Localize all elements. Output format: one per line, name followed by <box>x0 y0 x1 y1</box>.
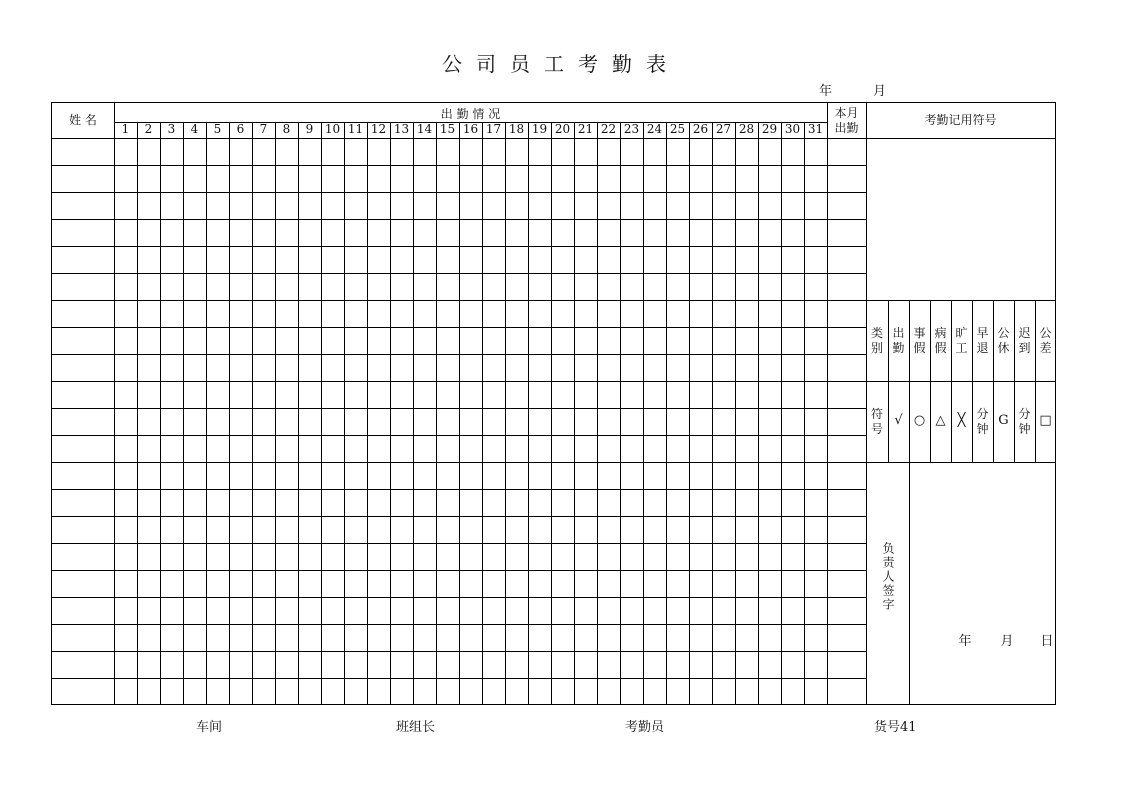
day-number: 16 <box>462 122 479 136</box>
day-number: 6 <box>236 122 245 136</box>
row-line <box>52 246 866 247</box>
header-divider <box>114 122 827 123</box>
row-line <box>52 462 866 463</box>
day-number: 27 <box>715 122 732 136</box>
day-number: 30 <box>784 122 801 136</box>
monthly-total-header: 本月出勤 <box>834 105 859 135</box>
row-line <box>52 570 866 571</box>
table-row[interactable] <box>52 273 114 300</box>
day-number: 21 <box>577 122 594 136</box>
day-number: 17 <box>485 122 502 136</box>
signature-year-label: 年 <box>958 633 972 649</box>
table-row[interactable] <box>52 408 114 435</box>
row-line <box>52 624 866 625</box>
row-line <box>52 543 866 544</box>
day-column-line <box>781 122 782 704</box>
day-column-line <box>528 122 529 704</box>
table-row[interactable] <box>52 246 114 273</box>
attendance-header: 出 勤 情 况 <box>440 107 501 121</box>
day-column-line <box>321 122 322 704</box>
day-column-line <box>160 122 161 704</box>
day-column-line <box>298 122 299 704</box>
legend-symbol-item: G <box>998 413 1009 429</box>
day-column-line <box>413 122 414 704</box>
header-bottom-line <box>52 138 1055 139</box>
row-line <box>52 678 866 679</box>
table-row[interactable] <box>52 624 114 651</box>
day-number: 11 <box>347 122 364 136</box>
table-row[interactable] <box>52 354 114 381</box>
legend-symbol-label: 符号 <box>870 406 883 436</box>
row-line <box>52 597 866 598</box>
day-number: 26 <box>692 122 709 136</box>
day-column-line <box>367 122 368 704</box>
table-row[interactable] <box>52 165 114 192</box>
footer-attendance-clerk: 考勤员 <box>625 720 665 735</box>
day-number: 12 <box>370 122 387 136</box>
row-line <box>52 435 866 436</box>
day-column-line <box>643 122 644 704</box>
day-column-line <box>436 122 437 704</box>
day-number: 25 <box>669 122 686 136</box>
day-column-line <box>505 122 506 704</box>
day-number: 9 <box>305 122 314 136</box>
table-row[interactable] <box>52 462 114 489</box>
day-number: 2 <box>144 122 153 136</box>
row-line <box>52 219 866 220</box>
header-year-label: 年 <box>819 84 833 99</box>
day-column-line <box>758 122 759 704</box>
name-column-header: 姓 名 <box>69 113 97 127</box>
footer-item-code: 货号41 <box>874 720 917 735</box>
legend-symbol-item: ╳ <box>957 413 966 429</box>
day-column-line <box>804 122 805 704</box>
table-row[interactable] <box>52 435 114 462</box>
day-column-line <box>344 122 345 704</box>
signature-label: 负责人签字 <box>881 542 895 612</box>
header-month-label: 月 <box>873 84 887 99</box>
day-column-line <box>459 122 460 704</box>
day-column-line <box>252 122 253 704</box>
table-row[interactable] <box>52 570 114 597</box>
day-number: 13 <box>393 122 410 136</box>
day-number: 4 <box>190 122 199 136</box>
table-row[interactable] <box>52 219 114 246</box>
day-number: 28 <box>738 122 755 136</box>
day-number: 10 <box>324 122 341 136</box>
legend-category-item: 出勤 <box>892 325 905 355</box>
page-title: 公司员工考勤表 <box>442 52 680 76</box>
day-column-line <box>551 122 552 704</box>
day-column-line <box>574 122 575 704</box>
row-line <box>52 327 866 328</box>
row-line <box>52 408 866 409</box>
row-line <box>52 192 866 193</box>
legend-category-item: 公休 <box>997 325 1010 355</box>
table-row[interactable] <box>52 138 114 165</box>
day-column-line <box>183 122 184 704</box>
day-column-line <box>735 122 736 704</box>
table-row[interactable] <box>52 489 114 516</box>
day-column-line <box>689 122 690 704</box>
attendance-table <box>51 102 1056 705</box>
day-column-line <box>206 122 207 704</box>
row-line <box>52 165 866 166</box>
table-row[interactable] <box>52 192 114 219</box>
day-number: 31 <box>807 122 824 136</box>
day-number: 22 <box>600 122 617 136</box>
day-number: 8 <box>282 122 291 136</box>
legend-category-item: 旷工 <box>955 325 968 355</box>
day-number: 14 <box>416 122 433 136</box>
day-number: 1 <box>121 122 130 136</box>
table-row[interactable] <box>52 381 114 408</box>
legend-symbol-item: □ <box>1039 413 1052 429</box>
day-number: 18 <box>508 122 525 136</box>
day-number: 24 <box>646 122 663 136</box>
day-column-line <box>827 103 828 704</box>
day-number: 23 <box>623 122 640 136</box>
row-line <box>52 489 866 490</box>
day-column-line <box>482 122 483 704</box>
row-line <box>52 273 866 274</box>
legend-symbol-item: △ <box>935 413 946 429</box>
day-number: 3 <box>167 122 176 136</box>
day-column-line <box>229 122 230 704</box>
row-line <box>52 381 866 382</box>
table-row[interactable] <box>52 516 114 543</box>
legend-symbol-item: ○ <box>913 413 926 429</box>
day-column-line <box>390 122 391 704</box>
legend-category-item: 公差 <box>1039 325 1052 355</box>
legend-header: 考勤记用符号 <box>924 113 997 127</box>
legend-category-item: 事假 <box>913 325 926 355</box>
row-line <box>52 300 866 301</box>
signature-month-label: 月 <box>1000 633 1014 649</box>
day-number: 29 <box>761 122 778 136</box>
legend-category-item: 迟到 <box>1018 325 1031 355</box>
day-number: 5 <box>213 122 222 136</box>
table-row[interactable] <box>52 597 114 624</box>
day-number: 20 <box>554 122 571 136</box>
legend-category-label: 类别 <box>870 325 883 355</box>
legend-category-item: 早退 <box>976 325 989 355</box>
table-row[interactable] <box>52 327 114 354</box>
signature-divider <box>909 462 910 704</box>
day-number: 7 <box>259 122 268 136</box>
legend-symbol-item: 分钟 <box>1018 406 1031 436</box>
footer-team-leader: 班组长 <box>396 720 436 735</box>
table-row[interactable] <box>52 678 114 705</box>
legend-category-item: 病假 <box>934 325 947 355</box>
day-column-line <box>666 122 667 704</box>
day-number: 15 <box>439 122 456 136</box>
table-row[interactable] <box>52 300 114 327</box>
day-column-line <box>597 122 598 704</box>
row-line <box>52 651 866 652</box>
table-row[interactable] <box>52 543 114 570</box>
footer-workshop: 车间 <box>196 720 223 735</box>
legend-symbol-item: 分钟 <box>976 406 989 436</box>
signature-day-label: 日 <box>1040 633 1054 649</box>
table-row[interactable] <box>52 651 114 678</box>
day-column-line <box>275 122 276 704</box>
row-line <box>52 354 866 355</box>
day-column-line <box>712 122 713 704</box>
row-line <box>52 516 866 517</box>
day-column-line <box>137 122 138 704</box>
day-column-line <box>114 103 115 704</box>
day-column-line <box>620 122 621 704</box>
legend-symbol-item: √ <box>894 413 903 429</box>
legend-bottom-line <box>866 462 1055 463</box>
day-number: 19 <box>531 122 548 136</box>
